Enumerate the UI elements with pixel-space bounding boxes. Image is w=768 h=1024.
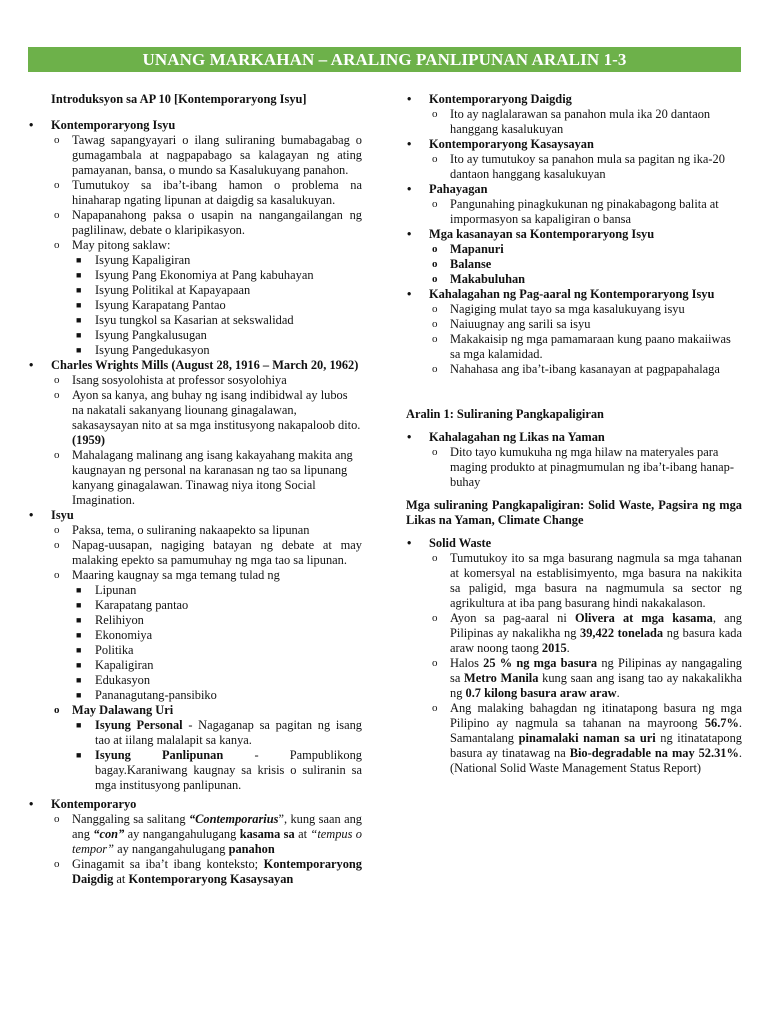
bullet-icon: • [29,358,34,372]
bullet-icon: • [407,182,412,196]
circle-bullet-icon: o [432,318,438,330]
list-item [406,107,742,137]
square-bullet-icon: ■ [76,330,82,340]
sub-list-item [28,583,362,598]
item-text: ”, kung saan ang ang [72,812,362,841]
circle-bullet-icon: o [432,333,438,345]
item-text: Lipunan [95,583,137,597]
term-label: “tempus o tempor” [72,827,362,856]
circle-bullet-icon: o [54,134,60,146]
section-isyu [28,508,362,523]
term-label: 56.7% [704,716,739,730]
list-item [406,302,742,317]
section-title: Pahayagan [429,182,488,196]
section-solid-waste [406,536,742,551]
sub-list-item [28,253,362,268]
item-text: Dito tayo kumukuha ng mga hilaw na materyales para maging produkto at pinagmumulan ng iba’t-ibang hanap-buhay [450,445,735,489]
list-item [28,538,362,568]
item-text: , ang Pilipinas ay nakalikha ng [450,611,742,640]
item-text: Halos [450,656,484,670]
item-text: Mapanuri [450,242,504,256]
circle-bullet-icon: o [432,243,438,255]
circle-bullet-icon: o [54,813,60,825]
item-text: Isyung Karapatang Pantao [95,298,226,312]
item-text: Napapanahong paksa o usapin na nangangailangan ng paglilinaw, debate o klaripikasyon. [72,208,362,237]
circle-bullet-icon: o [54,858,60,870]
sub-list-item [28,628,362,643]
list-item [28,568,362,583]
list-item [406,197,742,227]
list-item [28,373,362,388]
item-text: Ginagamit sa iba’t ibang konteksto; [72,857,264,871]
circle-bullet-icon: o [54,524,60,536]
square-bullet-icon: ■ [76,255,82,265]
item-text: Tumutukoy ito sa mga basurang nagmula sa mga tahanan at komersyal na establisimyento, mga basura na nakikita sa paligid, mga basura na nagmumula sa sector ng agrikultura at iba pang basurang hindi nakakalason. [450,551,742,610]
item-text: ay nangangahulugang [114,842,229,856]
term-label: 0.7 kilong basura araw araw [465,686,617,700]
item-text: Tawag sapangyayari o ilang suliraning bumabagabag o gumagambala at nagpapabago sa kalagayan ng ating pamayanan, bansa, o mundo sa Kasalukuyang panahon. [72,133,362,177]
item-text: - Nagaganap sa pagitan ng isang tao at iilang malalapit sa kanya. [95,718,362,747]
section-kahalagahan [406,287,742,302]
bullet-icon: • [29,797,34,811]
bullet-icon: • [407,227,412,241]
circle-bullet-icon: o [54,389,60,401]
item-text: Karapatang pantao [95,598,189,612]
sub-list-item [28,268,362,283]
section-title: Kontemporaryong Daigdig [429,92,572,106]
circle-bullet-icon: o [432,198,438,210]
term-label: 2015 [541,641,567,655]
term-label: Bio-degradable na may 52.31% [569,746,739,760]
bullet-icon: • [407,137,412,151]
circle-bullet-icon: o [432,363,438,375]
item-text: Isyung Pangedukasyon [95,343,210,357]
list-item [406,242,742,257]
list-item [28,208,362,238]
bullet-icon: • [407,430,412,444]
section-kontemporaryo [28,797,362,812]
circle-bullet-icon: o [432,303,438,315]
list-item [406,611,742,656]
item-text: Isyung Pangkalusugan [95,328,207,342]
intro-heading: Introduksyon sa AP 10 [Kontemporaryong Isyu] [51,92,307,106]
item-text: - Pampublikong bagay.Karaniwang kaugnay sa krisis o suliranin sa mga institusyong panlipunan. [95,748,362,792]
square-bullet-icon: ■ [76,690,82,700]
list-item [406,272,742,287]
item-text: ng basura kada araw noong taong [450,626,743,655]
list-item [406,362,742,377]
section-title: Isyu [51,508,74,522]
list-item [28,388,362,448]
item-text: Nagiging mulat tayo sa mga kasalukuyang isyu [450,302,685,316]
bullet-icon: • [407,536,412,550]
list-item [28,133,362,178]
list-item [28,703,362,718]
section-kasanayan [406,227,742,242]
bullet-icon: • [407,287,412,301]
item-text: . (National Solid Waste Management Status Report) [450,746,742,775]
circle-bullet-icon: o [54,374,60,386]
section-daigdig [406,92,742,107]
list-item [28,178,362,208]
section-title: Kontemporaryong Isyu [51,118,176,132]
sub-list-item [28,283,362,298]
term-label: panahon [228,842,275,856]
aralin-heading: Aralin 1: Suliraning Pangkapaligiran [406,407,604,421]
square-bullet-icon: ■ [76,285,82,295]
item-text: . [566,641,570,655]
circle-bullet-icon: o [432,702,438,714]
circle-bullet-icon: o [54,569,60,581]
item-text: Ayon sa kanya, ang buhay ng isang indibidwal ay lubos na nakatali sakanyang liounang ginagalawan, sakasaysayan nito at sa mga institusyong nakapaloob dito. [72,388,361,432]
item-text: Naiuugnay ang sarili sa isyu [450,317,591,331]
sub-list-item [28,643,362,658]
section-kontemporaryong-isyu [28,118,362,133]
item-text: Pangunahing pinagkukunan ng pinakabagong balita at impormasyon sa kapaligiran o bansa [450,197,719,226]
sub-list-item [28,313,362,328]
square-bullet-icon: ■ [76,750,82,760]
sub-list-item [28,343,362,358]
circle-bullet-icon: o [54,539,60,551]
list-item [406,701,742,776]
term-label: Metro Manila [464,671,539,685]
item-text: at [113,872,129,886]
section-likas-yaman [406,430,742,445]
item-text: Ekonomiya [95,628,153,642]
circle-bullet-icon: o [432,273,438,285]
list-item [406,317,742,332]
circle-bullet-icon: o [432,657,438,669]
item-text: Isyung Pang Ekonomiya at Pang kabuhayan [95,268,314,282]
item-text: Makakaisip ng mga pamamaraan kung paano makaiiwas sa mga kalamidad. [450,332,731,361]
item-text: Balanse [450,257,492,271]
item-text: Isyung Politikal at Kapayapaan [95,283,251,297]
section-kasaysayan [406,137,742,152]
term-label: pinamalaki naman sa uri [518,731,656,745]
section-mills [28,358,362,373]
suliranin-heading: Mga suliraning Pangkapaligiran: Solid Waste, Pagsira ng mga Likas na Yaman, Climate Change [406,498,742,527]
item-text: ng itinatatapong basura ay tinatawag na [450,731,742,760]
square-bullet-icon: ■ [76,615,82,625]
sub-list-item [28,673,362,688]
item-text: Isyung Kapaligiran [95,253,191,267]
item-text: ng Pilipinas ay nangagaling sa [450,656,743,685]
item-text: . [616,686,620,700]
sub-list-item [28,298,362,313]
page-banner: UNANG MARKAHAN – ARALING PANLIPUNAN ARALIN 1-3 [28,47,741,72]
term-label: 25 % ng mga basura [483,656,598,670]
circle-bullet-icon: o [432,153,438,165]
circle-bullet-icon: o [432,108,438,120]
item-text: Ito ay tumutukoy sa panahon mula sa pagitan ng ika-20 dantaon hanggang kasalukuyan [450,152,725,181]
section-title: Kahalagahan ng Likas na Yaman [429,430,605,444]
section-title: Kontemporaryo [51,797,137,811]
bullet-icon: • [407,92,412,106]
item-text: May Dalawang Uri [72,703,174,717]
list-item [406,152,742,182]
term-label: kasama sa [239,827,295,841]
item-text: at [294,827,311,841]
list-item [406,332,742,362]
item-text: Edukasyon [95,673,151,687]
square-bullet-icon: ■ [76,675,82,685]
term-label: Kontemporaryong Kasaysayan [128,872,294,886]
square-bullet-icon: ■ [76,585,82,595]
term-label: “con” [93,827,125,841]
square-bullet-icon: ■ [76,630,82,640]
square-bullet-icon: ■ [76,345,82,355]
section-title: Mga kasanayan sa Kontemporaryong Isyu [429,227,655,241]
item-text: Kapaligiran [95,658,154,672]
term-label: Kontemporaryong Daigdig [72,857,362,886]
list-item [406,257,742,272]
item-text: Nahahasa ang iba’t-ibang kasanayan at pagpapahalaga [450,362,720,376]
item-text: Makabuluhan [450,272,526,286]
circle-bullet-icon: o [54,449,60,461]
list-item [406,656,742,701]
square-bullet-icon: ■ [76,315,82,325]
circle-bullet-icon: o [432,446,438,458]
term-label: Isyung Personal [95,718,183,732]
term-label: “Contemporarius [188,812,279,826]
item-text: Napag-uusapan, nagiging batayan ng debate at may malaking epekto sa pamumuhay ng mga tao sa lipunan. [72,538,362,567]
square-bullet-icon: ■ [76,600,82,610]
sub-list-item [28,688,362,703]
item-text: Ang malaking bahagdan ng itinatapong basura ng mga Pilipino ay nagmula sa tahanan na mayroong [450,701,742,730]
term-label: Isyung Panlipunan [95,748,224,762]
section-title: Kahalagahan ng Pag-aaral ng Kontemporaryong Isyu [429,287,715,301]
square-bullet-icon: ■ [76,300,82,310]
term-label: Olivera at mga kasama [574,611,713,625]
item-text: Tumutukoy sa iba’t-ibang hamon o problema na hinaharap ngating lipunan at daigdig sa kasalukuyan. [72,178,362,207]
circle-bullet-icon: o [54,209,60,221]
section-title: Solid Waste [429,536,492,550]
list-item [406,551,742,611]
sub-list-item [28,328,362,343]
circle-bullet-icon: o [432,612,438,624]
list-item [28,448,362,508]
term-label: 39,422 tonelada [580,626,664,640]
sub-list-item [28,718,362,748]
right-column [406,92,742,776]
square-bullet-icon: ■ [76,660,82,670]
list-item [28,523,362,538]
circle-bullet-icon: o [432,258,438,270]
item-text: Nanggaling sa salitang [72,812,189,826]
item-text: kung saan ang isang tao ay nakakalikha ng [450,671,742,700]
list-item [28,238,362,253]
circle-bullet-icon: o [432,552,438,564]
circle-bullet-icon: o [54,239,60,251]
item-text: May pitong saklaw: [72,238,171,252]
item-text: Pananagutang-pansibiko [95,688,217,702]
left-column [28,92,362,887]
sub-list-item [28,658,362,673]
item-text: Mahalagang malinang ang isang kakayahang makita ang kaugnayan ng personal na karanasan ng tao sa lipunang kanyang ginagalawan. Tinawag niya itong Social Imagination. [72,448,353,507]
list-item [28,812,362,857]
circle-bullet-icon: o [54,704,60,716]
section-pahayagan [406,182,742,197]
list-item [406,445,742,490]
item-text: Isang sosyolohista at professor sosyolohiya [72,373,287,387]
item-text: Isyu tungkol sa Kasarian at sekswalidad [95,313,294,327]
item-text: . Samantalang [450,716,742,745]
section-title: Charles Wrights Mills (August 28, 1916 – March 20, 1962) [51,358,359,372]
list-item [28,857,362,887]
circle-bullet-icon: o [54,179,60,191]
item-text: ay nangangahulugang [124,827,240,841]
square-bullet-icon: ■ [76,645,82,655]
square-bullet-icon: ■ [76,270,82,280]
item-text: Paksa, tema, o suliraning nakaapekto sa lipunan [72,523,310,537]
section-title: Kontemporaryong Kasaysayan [429,137,594,151]
square-bullet-icon: ■ [76,720,82,730]
item-text: Ayon sa pag-aaral ni [450,611,575,625]
sub-list-item [28,748,362,793]
year-text: (1959) [72,433,106,447]
item-text: Relihiyon [95,613,144,627]
item-text: Ito ay naglalarawan sa panahon mula ika 20 dantaon hanggang kasalukuyan [450,107,711,136]
bullet-icon: • [29,118,34,132]
sub-list-item [28,613,362,628]
item-text: Politika [95,643,134,657]
bullet-icon: • [29,508,34,522]
sub-list-item [28,598,362,613]
item-text: Maaring kaugnay sa mga temang tulad ng [72,568,280,582]
